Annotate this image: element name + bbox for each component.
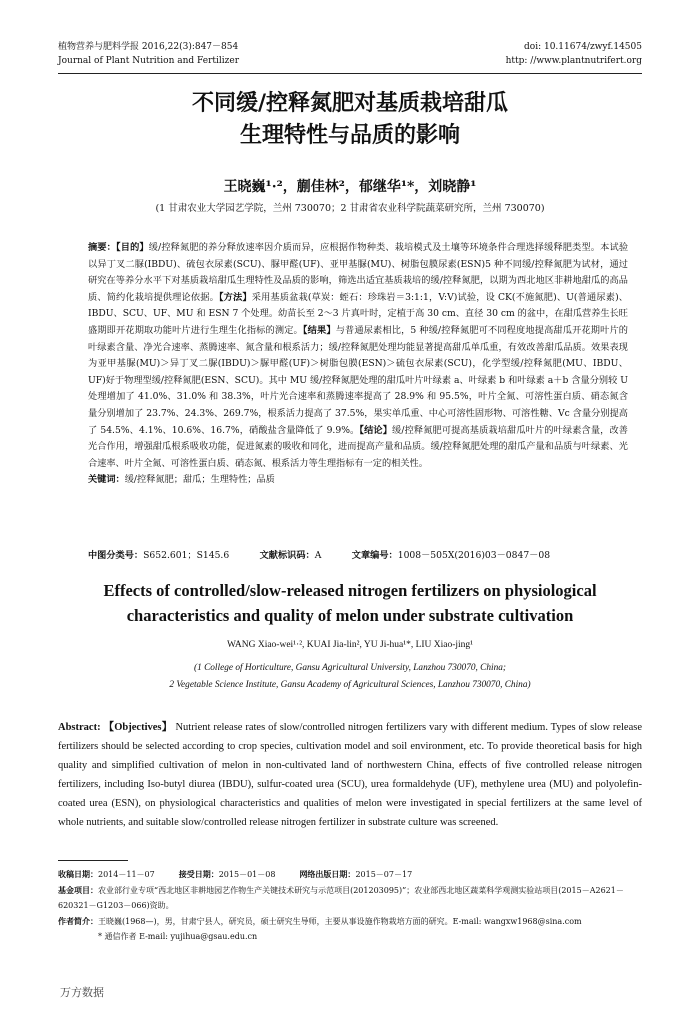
objectives-text-cn: 缓/控释氮肥的养分释放速率因介质而异，应根据作物种类、栽培模式及土壤等环境条件合理选择缓释肥类型。本试验以异丁叉二脲(IBDU)、硫包衣尿素(SCU)、脲甲醛(UF)、亚甲基脲(MU)、树脂包膜尿素(ESN)5 种不同缓/控释氮肥为试材，通过研究在等养分水平下对基质栽培甜瓜生理特性及品质的影响，筛选出适宜基质栽培的缓/控释氮肥，以期为西北地区非耕地甜瓜的高品质、简约化栽培提供理论依据。 — [88, 242, 629, 303]
methods-tag-cn: 【方法】 — [218, 291, 252, 303]
keywords-cn — [88, 472, 628, 489]
classification-line — [88, 547, 550, 561]
corresponding-row: * 通信作者 E-mail: yujihua@gsau.edu.cn — [98, 932, 258, 941]
doi-block — [506, 40, 642, 68]
authors-en: WANG Xiao-wei¹·², KUAI Jia-lin², YU Ji-hua¹*, LIU Xiao-jing¹ — [226, 640, 474, 650]
abstract-en-text: Nutrient release rates of slow/controlled nitrogen fertilizers vary with different medium. Types of slow release fertilizers should be selected according to crop species, cultivation model and soil environment, etc. To provide theoretical basis for high quality and simplified cultivation of melon in non-cultivated land of northwestern China, effects of five controlled release nitrogen fertilizers, including Iso-butyl diurea (IBDU), sulfur-coated urea (SCU), urea formaldehyde (UF), methylene urea (MU) and polyolefin-coated urea (ESN), on physiological characteristics and qualities of melon were investigated in special fertilizers at the same level of whole nutrients, and suitable slow/controlled release nitrogen fertilizer in substrate culture was screened. — [58, 722, 642, 828]
affiliations-en — [0, 660, 700, 694]
author-bio-label: 作者简介： — [58, 916, 98, 926]
footnotes — [58, 867, 642, 945]
methods-text-cn: 采用基质盆栽(草炭：蛭石：珍珠岩＝3:1:1，V:V)试验，设 CK(不施氮肥)、U(普通尿素)、IBDU、SCU、UF、MU 和 ESN 7 个处理。幼苗长至 2～3 片真叶时，定植于高 30 cm、直径 30 cm 的盆中，在甜瓜营养生长旺盛期即开花期取功能叶片进行生理生化指标的测定。 — [88, 291, 628, 336]
footnote-divider — [58, 860, 128, 861]
header-divider — [58, 73, 642, 74]
journal-name-en: Journal of Plant Nutrition and Fertilizer — [58, 56, 240, 66]
title-cn — [0, 88, 700, 152]
authors-cn: 王晓巍¹·²，蒯佳林²，郁继华¹*，刘晓静¹ — [223, 179, 477, 195]
conclusions-text-cn: 缓/控释氮肥可提高基质栽培甜瓜叶片的叶绿素含量，改善光合作用，增强甜瓜根系吸收功能，促进氮素的吸收和同化，进而提高产量和品质。缓/控释氮肥处理的甜瓜产量和品质与叶绿素、光合速率、叶片全氮、可溶性蛋白质、硝态氮、根系活力等生理指标有一定的相关性。 — [88, 424, 628, 469]
objectives-tag-cn: 【目的】 — [116, 242, 149, 253]
author-bio-text: 王晓巍(1968—)，男，甘肃宁县人，研究员，硕士研究生导师，主要从事设施作物栽培方面的研究。E-mail: wangxw1968@sina.com — [98, 916, 582, 926]
accepted-label: 接受日期： — [178, 870, 219, 879]
affiliation-en-1: (1 College of Horticulture, Gansu Agricultural University, Lanzhou 730070, China; — [194, 663, 506, 673]
keywords-label: 关键词： — [88, 474, 125, 486]
fund-text: 农业部行业专项“西北地区非耕地园艺作物生产关键技术研究与示范项目(201203095)”；农业部西北地区蔬菜科学观测实验站项目(2015－A2621－620321－G1203－066)资助。 — [58, 885, 624, 910]
article-number-value: 1008－505X(2016)03－0847－08 — [397, 550, 551, 561]
title-cn-line1: 不同缓/控释氮肥对基质栽培甜瓜 — [191, 91, 509, 116]
abstract-cn — [88, 240, 628, 489]
fund-row — [58, 883, 642, 914]
title-en — [60, 578, 640, 628]
affiliation-en-2: 2 Vegetable Science Institute, Gansu Academy of Agricultural Sciences, Lanzhou 730070, China) — [169, 680, 531, 690]
clc-value: S652.601；S145.6 — [143, 550, 230, 561]
conclusions-tag-cn: 【结论】 — [359, 424, 393, 436]
doccode-label: 文献标识码： — [259, 550, 315, 561]
title-en-line2: characteristics and quality of melon under substrate cultivation — [126, 606, 574, 625]
article-number-label: 文章编号： — [351, 550, 398, 561]
journal-name-cn: 植物营养与肥料学报 2016,22(3):847－854 — [58, 42, 239, 52]
abstract-en-label: Abstract: — [58, 722, 101, 733]
abstract-en — [58, 718, 642, 832]
author-bio-row — [58, 914, 642, 930]
received-label: 收稿日期： — [58, 870, 98, 879]
affiliations-cn: (1 甘肃农业大学园艺学院，兰州 730070；2 甘肃省农业科学院蔬菜研究所，兰州 730070) — [155, 203, 545, 214]
doccode-value: A — [314, 550, 322, 561]
title-cn-line2: 生理特性与品质的影响 — [239, 123, 460, 148]
results-text-cn: 与普通尿素相比，5 种缓/控释氮肥可不同程度地提高甜瓜开花期叶片的叶绿素含量、净光合速率、蒸腾速率、氮含量和根系活力；缓/控释氮肥处理均能显著提高甜瓜单瓜重，有效改善甜瓜品质。效果表现为亚甲基脲(MU)＞异丁叉二脲(IBDU)＞脲甲醛(UF)＞树脂包膜(ESN)＞硫包衣尿素(SCU)，化学型缓/控释氮肥(MU、IBDU、UF)好于物理型缓/控释氮肥(ESN、SCU)。其中 MU 缓/控释氮肥处理的甜瓜叶片叶绿素 a、叶绿素 b 和叶绿素 a＋b 含量分别较 U 处理增加了 41.0%、31.0% 和 38.3%，叶片光合速率和蒸腾速率提高了 28.9% 和 95.5%，叶片全氮、可溶性蛋白质、硝态氮含量分别增加了 23.7%、24.3%、269.7%，根系活力提高了 37.5%，果实单瓜重、中心可溶性固形物、可溶性糖、Vc 含量分别提高了 54.5%、4.1%、10.6%、16.7%，硝酸盐含量降低了 9.9%。 — [88, 324, 628, 436]
journal-citation — [58, 40, 239, 68]
fund-label: 基金项目： — [58, 885, 98, 895]
online-date: 2015－07－17 — [355, 870, 413, 879]
title-en-line1: Effects of controlled/slow-released nitrogen fertilizers on physiological — [103, 581, 597, 600]
clc-label: 中图分类号： — [88, 550, 144, 561]
journal-url: http: //www.plantnutrifert.org — [505, 56, 642, 66]
abstract-cn-body — [88, 240, 628, 472]
online-label: 网络出版日期： — [299, 870, 356, 879]
keywords-text: 缓/控释氮肥；甜瓜；生理特性；品质 — [124, 474, 275, 486]
doi-text: doi: 10.11674/zwyf.14505 — [524, 42, 642, 52]
abstract-cn-label: 摘要： — [88, 242, 117, 253]
objectives-tag-en: 【Objectives】 — [103, 722, 173, 733]
accepted-date: 2015－01－08 — [218, 870, 276, 879]
dates-row — [58, 867, 642, 883]
wanfang-watermark: 万方数据 — [60, 986, 104, 999]
received-date: 2014－11－07 — [98, 870, 155, 879]
results-tag-cn: 【结果】 — [302, 324, 336, 336]
